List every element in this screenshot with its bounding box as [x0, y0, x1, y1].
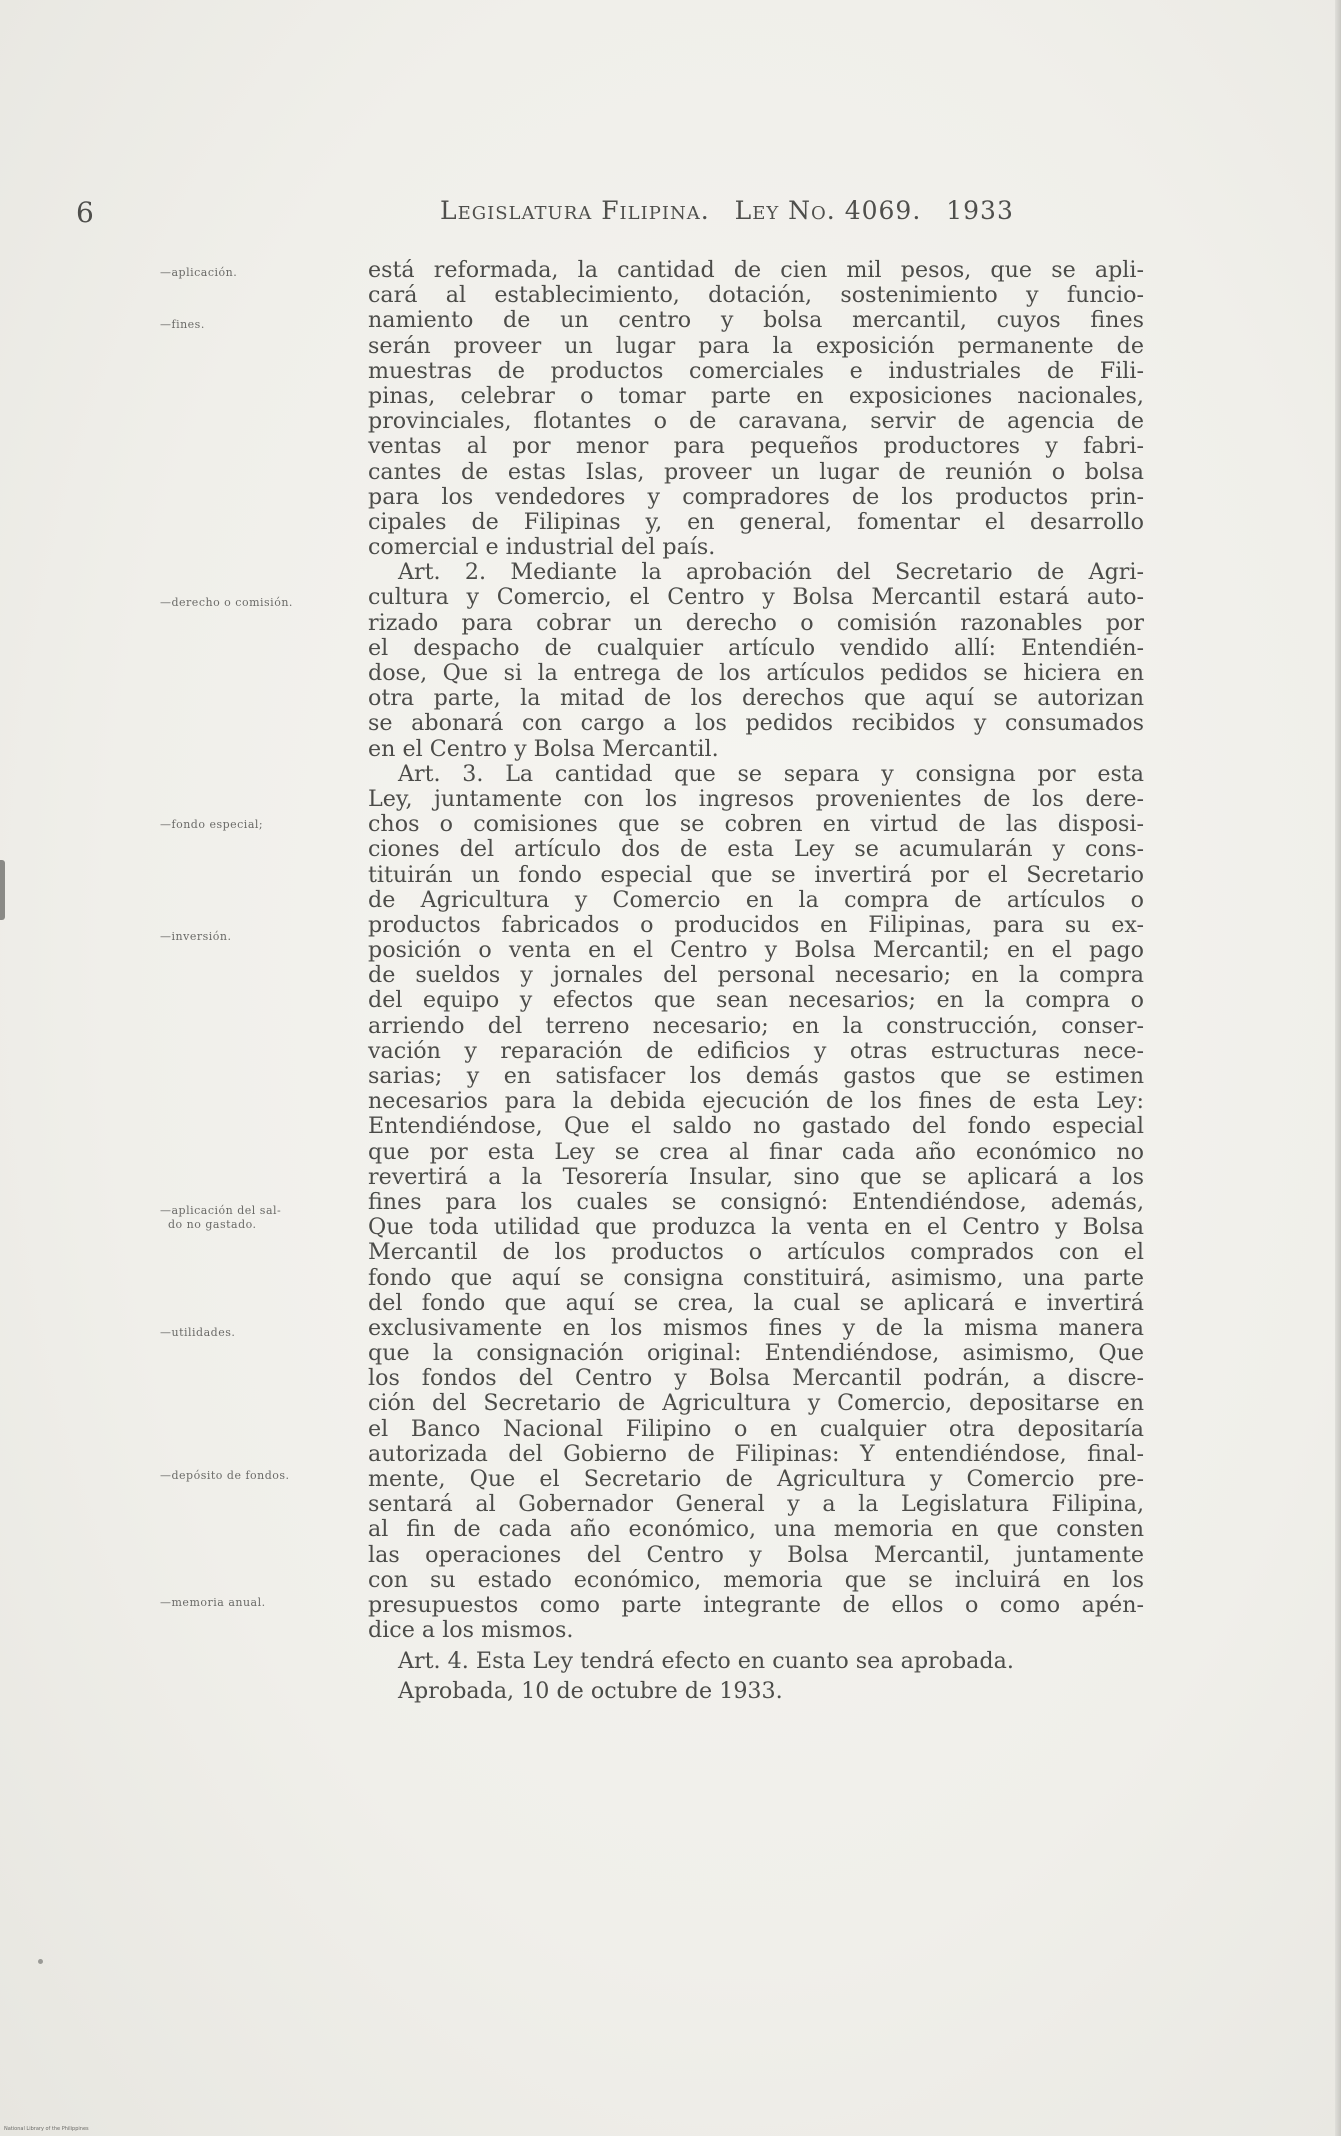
body-line: muestras de productos comerciales e industriales de Fili- — [368, 357, 1144, 384]
body-line: en el Centro y Bolsa Mercantil. — [368, 735, 719, 762]
body-line: cantes de estas Islas, proveer un lugar de reunión o bolsa — [368, 458, 1144, 485]
body-line: otra parte, la mitad de los derechos que aquí se autorizan — [368, 685, 1144, 712]
approval-date: Aprobada, 10 de octubre de 1933. — [398, 1677, 783, 1704]
margin-note-aplicacion-saldo: —aplicación del sal- — [160, 1204, 282, 1217]
body-line: autorizada del Gobierno de Filipinas: Y entendiéndose, final- — [368, 1440, 1144, 1467]
body-line: fines para los cuales se consignó: Entendiéndose, además, — [368, 1188, 1144, 1215]
body-text — [368, 258, 1144, 1704]
body-line: del fondo que aquí se crea, la cual se aplicará e invertirá — [368, 1289, 1144, 1316]
body-line: vación y reparación de edificios y otras estructuras nece- — [368, 1037, 1144, 1064]
body-line: Mercantil de los productos o artículos comprados con el — [368, 1239, 1144, 1266]
body-line: del equipo y efectos que sean necesarios; en la compra o — [368, 987, 1144, 1014]
body-line: posición o venta en el Centro y Bolsa Mercantil; en el pago — [368, 937, 1144, 964]
margin-note-inversion: —inversión. — [160, 930, 232, 943]
margin-note-aplicacion-saldo-cont: do no gastado. — [168, 1218, 257, 1231]
body-line: rizado para cobrar un derecho o comisión razonables por — [368, 609, 1144, 636]
binding-mark — [0, 860, 5, 920]
body-line: Ley, juntamente con los ingresos provenientes de los dere- — [368, 785, 1144, 812]
margin-note-utilidades: —utilidades. — [160, 1326, 236, 1339]
body-line: para los vendedores y compradores de los productos prin- — [368, 483, 1144, 510]
body-line: fondo que aquí se consigna constituirá, asimismo, una parte — [368, 1264, 1144, 1291]
body-line: Entendiéndose, Que el saldo no gastado del fondo especial — [368, 1113, 1144, 1140]
body-line: tituirán un fondo especial que se invertirá por el Secretario — [368, 861, 1144, 888]
body-line: ción del Secretario de Agricultura y Comercio, depositarse en — [368, 1390, 1144, 1417]
article-3-start: Art. 3. La cantidad que se separa y consigna por esta — [398, 760, 1144, 787]
body-line: las operaciones del Centro y Bolsa Mercantil, juntamente — [368, 1541, 1144, 1568]
article-2-start: Art. 2. Mediante la aprobación del Secretario de Agri- — [398, 559, 1144, 586]
body-line: dice a los mismos. — [368, 1617, 574, 1644]
article-4: Art. 4. Esta Ley tendrá efecto en cuanto sea aprobada. — [398, 1648, 1014, 1675]
body-line: de sueldos y jornales del personal necesario; en la compra — [368, 962, 1144, 989]
body-line: comercial e industrial del país. — [368, 534, 716, 561]
body-line: ciones del artículo dos de esta Ley se acumularán y cons- — [368, 836, 1144, 863]
margin-note-deposito: —depósito de fondos. — [160, 1469, 290, 1482]
body-line: necesarios para la debida ejecución de los fines de esta Ley: — [368, 1088, 1144, 1115]
body-line: namiento de un centro y bolsa mercantil, cuyos fines — [368, 307, 1144, 334]
page-edge-shadow — [1335, 0, 1341, 2136]
margin-note-aplicacion: —aplicación. — [160, 266, 238, 279]
body-line: sarias; y en satisfacer los demás gastos que se estimen — [368, 1063, 1144, 1089]
body-line: pinas, celebrar o tomar parte en exposiciones nacionales, — [368, 382, 1144, 409]
body-line: presupuestos como parte integrante de ellos o como apén- — [368, 1591, 1144, 1618]
body-line: que la consignación original: Entendiéndose, asimismo, Que — [368, 1340, 1144, 1367]
body-line: los fondos del Centro y Bolsa Mercantil podrán, a discre- — [368, 1365, 1144, 1392]
margin-note-fines: —fines. — [160, 318, 205, 331]
running-head-year: 1933 — [946, 196, 1014, 225]
body-line: Que toda utilidad que produzca la venta en el Centro y Bolsa — [368, 1214, 1144, 1241]
body-line: de Agricultura y Comercio en la compra de artículos o — [368, 886, 1144, 913]
body-line: sentará al Gobernador General y a la Legislatura Filipina, — [368, 1491, 1144, 1518]
ink-speck — [38, 1959, 43, 1964]
body-line: ventas al por menor para pequeños productores y fabri- — [368, 433, 1144, 460]
body-line: con su estado económico, memoria que se incluirá en los — [368, 1566, 1144, 1593]
body-line: el despacho de cualquier artículo vendido allí: Entendién- — [368, 634, 1144, 661]
running-head-law-number: Ley No. 4069. — [734, 196, 922, 225]
running-head-title: Legislatura Filipina. — [440, 196, 710, 225]
scan-footer: National Library of the Philippines — [4, 2126, 89, 2132]
margin-note-memoria: —memoria anual. — [160, 1596, 266, 1609]
body-line: productos fabricados o producidos en Filipinas, para su ex- — [368, 911, 1144, 938]
body-line: está reformada, la cantidad de cien mil pesos, que se apli- — [368, 257, 1144, 283]
body-line: se abonará con cargo a los pedidos recibidos y consumados — [368, 710, 1144, 737]
body-line: revertirá a la Tesorería Insular, sino que se aplicará a los — [368, 1163, 1144, 1190]
body-line: exclusivamente en los mismos fines y de la misma manera — [368, 1314, 1144, 1341]
body-line: cipales de Filipinas y, en general, fomentar el desarrollo — [368, 508, 1144, 535]
body-line: serán proveer un lugar para la exposición permanente de — [368, 332, 1144, 359]
page-number: 6 — [76, 196, 94, 229]
body-line: el Banco Nacional Filipino o en cualquier otra depositaría — [368, 1415, 1144, 1442]
body-line: chos o comisiones que se cobren en virtud de las disposi- — [368, 811, 1144, 838]
body-line: al fin de cada año económico, una memoria en que consten — [368, 1516, 1144, 1543]
body-line: provinciales, flotantes o de caravana, servir de agencia de — [368, 408, 1144, 435]
body-line: dose, Que si la entrega de los artículos pedidos se hiciera en — [368, 660, 1144, 686]
body-line: que por esta Ley se crea al finar cada año económico no — [368, 1138, 1144, 1165]
body-line: cultura y Comercio, el Centro y Bolsa Mercantil estará auto- — [368, 584, 1144, 611]
body-line: arriendo del terreno necesario; en la construcción, conser- — [368, 1012, 1144, 1039]
margin-note-derecho: —derecho o comisión. — [160, 596, 293, 609]
margin-note-fondo-especial: —fondo especial; — [160, 818, 264, 831]
body-line: cará al establecimiento, dotación, sostenimiento y funcio- — [368, 282, 1144, 309]
running-head — [440, 196, 1070, 225]
body-line: mente, Que el Secretario de Agricultura y Comercio pre- — [368, 1466, 1144, 1492]
